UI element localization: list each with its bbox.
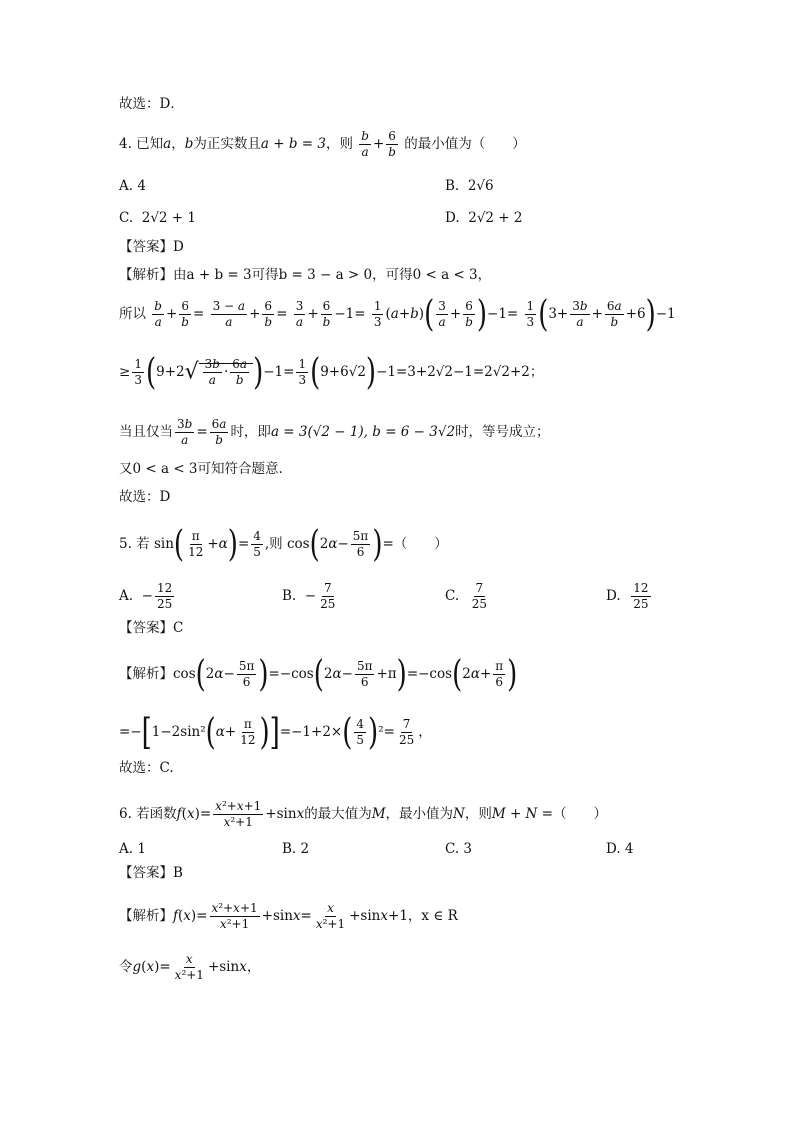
- q4-selection: 故选：D: [119, 489, 171, 505]
- q4-analysis-line2: 所以 $\frac{b}{a}$ + $\frac{6}{b}$ = $\frac{3 - a}{a}$ + $\frac{6}{b}$ = $\frac{3}{a}$ + $\frac{6}{b}$ −1= $\frac{1}{3}$ (a+b)( $\frac{3}{a}$ + $\frac{6}{b}$ )−1= $\frac{1}{3}$ (3+ $\frac{3b}{a}$ + $\frac{6a}{b}$ +6)−1: [119, 293, 676, 336]
- q6-answer: 【答案】B: [119, 865, 183, 881]
- q5-option-d: D. $\frac{12}{25}$: [606, 581, 649, 612]
- q4-option-d: D. 2√2 + 2: [445, 210, 523, 226]
- q4-option-a: A. 4: [119, 178, 146, 194]
- q4-analysis-line4: 当且仅当 $\frac{3b}{a}$ = $\frac{6a}{b}$ 时，即a = 3(√2 − 1), b = 6 − 3√2时，等号成立；: [119, 417, 550, 448]
- q6-option-d: D. 4: [606, 841, 634, 857]
- q6-option-b: B. 2: [282, 841, 310, 857]
- q6-option-a: A. 1: [119, 841, 146, 857]
- q4-analysis-line3: ≥ $\frac{1}{3}$ (9+2√ $\frac{3b}{a}$ · $\frac{6a}{b}$ )−1= $\frac{1}{3}$ (9+6√2)−1=3+2√2−1=2√2+2；: [119, 351, 544, 394]
- q5-option-a: A. − $\frac{12}{25}$: [119, 581, 173, 612]
- q6-option-c: C. 3: [445, 841, 473, 857]
- q4-analysis-line5: 又0 < a < 3可知符合题意.: [119, 461, 283, 477]
- fraction: $\frac{b}{a}$: [361, 129, 369, 160]
- q4-stem: 4. 已知a，b为正实数且a + b = 3，则 $\frac{b}{a}$ + $\frac{6}{b}$ 的最小值为（ ）: [119, 129, 526, 160]
- q5-selection: 故选：C.: [119, 760, 174, 776]
- q5-option-b: B. − $\frac{7}{25}$: [282, 581, 336, 612]
- fraction: $\frac{6}{b}$: [388, 129, 396, 160]
- q4-answer: 【答案】D: [119, 239, 184, 255]
- q5-answer: 【答案】C: [119, 620, 184, 636]
- q6-stem: 6. 若函数f(x)= $\frac{\text{x²+x+1}}{\text{x²+1}}$ +sinx的最大值为M，最小值为N，则M + N =（ ）: [119, 799, 607, 830]
- q6-analysis-line2: 令g(x)= $\frac{x}{\text{x²+1}}$ +sinx，: [119, 952, 261, 983]
- q3-selection: 故选：D．: [119, 96, 184, 112]
- q5-analysis-line1: 【解析】cos(2α− $\frac{5\pi}{6}$ )=−cos(2α− $\frac{5\pi}{6}$ +π)=−cos(2α+ $\frac{\pi}{6}$ ): [119, 653, 518, 696]
- q5-option-c: C. $\frac{7}{25}$: [445, 581, 488, 612]
- q4-option-b: B. 2√6: [445, 178, 494, 194]
- q6-analysis-line1: 【解析】f(x)= $\frac{\text{x²+x+1}}{\text{x²+1}}$ +sinx= $\frac{x}{\text{x²+1}}$ +sinx+1，x ∈ R: [119, 901, 458, 932]
- q4-analysis-line1: 【解析】由a + b = 3可得b = 3 − a > 0，可得0 < a < 3，: [119, 267, 492, 283]
- q4-option-c: C. 2√2 + 1: [119, 210, 196, 226]
- q5-stem: 5. 若 sin( $\frac{\pi}{12}$ +α)= $\frac{4}{5}$ ,则 cos(2α− $\frac{5\pi}{6}$ )=（ ）: [119, 523, 448, 566]
- q5-analysis-line2: =−[1−2sin²(α+ $\frac{\pi}{12}$ )]=−1+2×( $\frac{4}{5}$ )²= $\frac{7}{25}$ ，: [119, 711, 432, 754]
